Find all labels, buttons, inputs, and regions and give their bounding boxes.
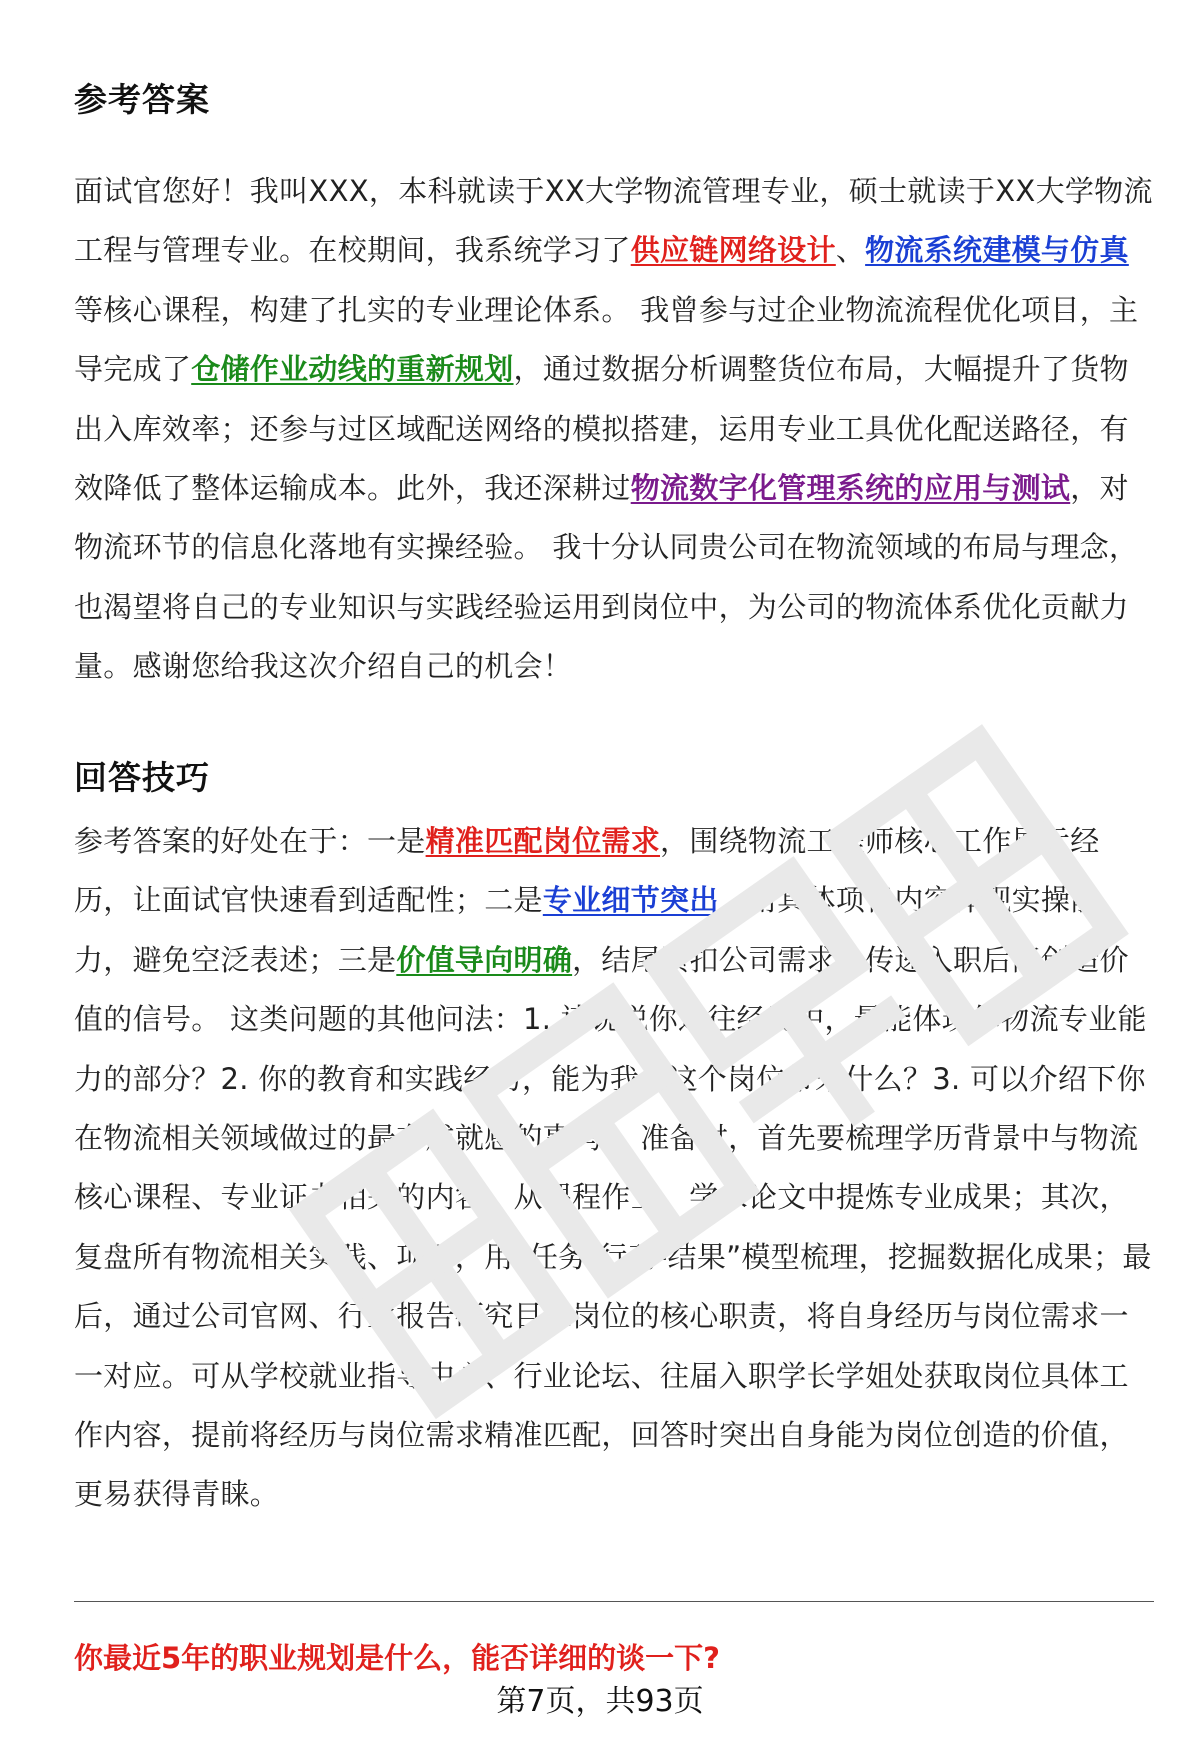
answer-text: 等核心课程，构建了扎实的专业理论体系。 我曾参与过企业物流流程优化项目，主导完成了	[74, 292, 1139, 387]
answer-text: 、	[835, 233, 866, 268]
section-title-reference-answer: 参考答案	[74, 80, 210, 119]
answer-text: 面试官您好！我叫XXX，本科就读于XX大学物流管理专业，硕士就读于XX大学物流工程与管理专业。在校期间，我系统学习了	[74, 174, 1153, 268]
tips-text: ，结尾紧扣公司需求，传递入职后能创造价值的信号。 这类问题的其他问法：1. 请说说你过往经历中，最能体现你物流专业能力的部分？2. 你的教育和实践经历，能为我们这个岗位带来什么？3. 可以介绍下你在物流相关领域做过的最有成就感的事吗？ 准备时，首先要梳理学历背景中与物流核心课程、专业证书相关的内容，从课程作业、学术论文中提炼专业成果；其次，复盘所有物流相关实践、项目，用“任务-行动-结果”模型梳理，挖掘数据化成果；最后，通过公司官网、行业报告研究目标岗位的核心职责，将自身经历与岗位需求一一对应。可从学校就业指导中心、行业论坛、往届入职学长学姐处获取岗位具体工作内容，提前将经历与岗位需求精准匹配，回答时突出自身能为岗位创造的价值，更易获得青睐。	[74, 942, 1152, 1512]
footer-divider	[74, 1601, 1154, 1602]
highlight-professional-detail: 专业细节突出	[542, 883, 719, 918]
next-question-heading: 你最近5年的职业规划是什么，能否详细的谈一下?	[74, 1641, 721, 1675]
answer-text: ，对物流环节的信息化落地有实操经验。 我十分认同贵公司在物流领域的布局与理念，也渴望将自己的专业知识与实践经验运用到岗位中，为公司的物流体系优化贡献力量。感谢您给我这次介绍自己的机会！	[74, 471, 1139, 684]
highlight-supply-chain-design: 供应链网络设计	[630, 233, 836, 268]
highlight-match-job-needs: 精准匹配岗位需求	[425, 824, 661, 858]
highlight-digital-management-system: 物流数字化管理系统的应用与测试	[630, 471, 1071, 506]
highlight-warehouse-route-planning: 仓储作业动线的重新规划	[191, 352, 514, 387]
answer-text: ，通过数据分析调整货位布局，大幅提升了货物出入库效率；还参与过区域配送网络的模拟搭建，运用专业工具优化配送路径，有效降低了整体运输成本。此外，我还深耕过	[74, 352, 1129, 506]
tips-text: ，用具体项目内容体现实操能力，避免空泛表述；三是	[74, 883, 1100, 977]
page-number: 第7页，共93页	[496, 1684, 704, 1719]
answer-tips-paragraph	[74, 812, 1154, 1525]
tips-text: 参考答案的好处在于：一是	[74, 824, 426, 858]
section-title-answer-tips: 回答技巧	[74, 758, 210, 797]
reference-answer-paragraph	[74, 162, 1154, 697]
highlight-value-oriented: 价值导向明确	[396, 942, 573, 977]
highlight-logistics-modeling: 物流系统建模与仿真	[865, 233, 1129, 268]
tips-text: ，围绕物流工程师核心工作展示经历，让面试官快速看到适配性；二是	[74, 824, 1100, 918]
